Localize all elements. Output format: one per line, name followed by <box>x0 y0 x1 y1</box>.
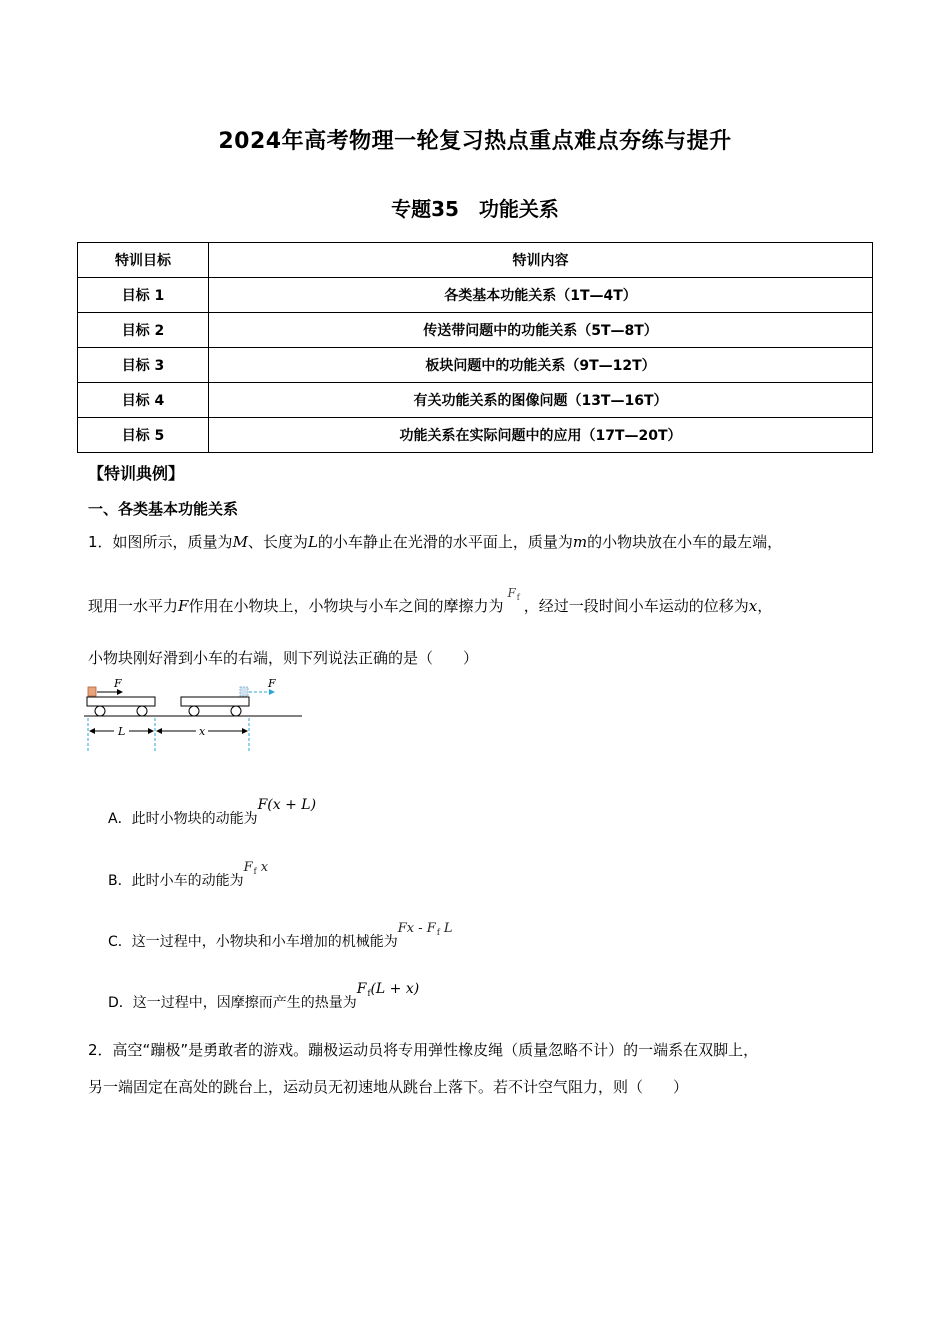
table-header-row <box>78 243 873 278</box>
option-c-formula: Fx - $F_f$ L <box>397 921 453 937</box>
document-title: 2024年高考物理一轮复习热点重点难点夯练与提升 <box>218 129 732 154</box>
subsection-heading: 一、各类基本功能关系 <box>88 500 239 518</box>
force-label-2: F <box>268 677 276 690</box>
table-cell-content: 有关功能关系的图像问题（13T—16T） <box>209 383 873 418</box>
question-2-line-1: 2．高空“蹦极”是勇敢者的游戏。蹦极运动员将专用弹性橡皮绳（质量忽略不计）的一端系在双脚上， <box>88 1041 759 1059</box>
option-b[interactable]: B．此时小车的动能为$F_f$ x <box>108 860 269 889</box>
table-cell-goal: 目标 1 <box>78 278 209 313</box>
option-a[interactable]: A．此时小物块的动能为F(x + L) <box>108 797 317 827</box>
table-cell-content: 各类基本功能关系（1T—4T） <box>209 278 873 313</box>
table-cell-content: 功能关系在实际问题中的应用（17T—20T） <box>209 418 873 453</box>
displacement-symbol: x <box>748 597 758 615</box>
mass-symbol: M <box>232 533 248 551</box>
small-mass-symbol: m <box>572 533 588 551</box>
training-plan-table <box>77 242 873 453</box>
block-initial <box>88 687 96 696</box>
table-row <box>78 383 873 418</box>
table-cell-goal: 目标 5 <box>78 418 209 453</box>
question-number: 1． <box>88 533 113 551</box>
table-row <box>78 278 873 313</box>
option-c[interactable]: C．这一过程中，小物块和小车增加的机械能为Fx - $F_f$ L <box>108 921 453 950</box>
question-1-line-1: 1．如图所示，质量为M、长度为L的小车静止在光滑的水平面上，质量为m的小物块放在小车的最左端， <box>88 533 783 551</box>
table-cell-goal: 目标 2 <box>78 313 209 348</box>
table-row <box>78 348 873 383</box>
cart-initial <box>87 697 155 716</box>
cart-diagram <box>84 676 306 754</box>
length-symbol: L <box>307 533 318 551</box>
question-number: 2． <box>88 1041 113 1059</box>
table-cell-content: 板块问题中的功能关系（9T—12T） <box>209 348 873 383</box>
force-symbol: F <box>178 597 189 615</box>
topic-title: 专题35 功能关系 <box>391 197 559 221</box>
table-cell-goal: 目标 3 <box>78 348 209 383</box>
force-label-1: F <box>114 677 122 690</box>
table-row <box>78 418 873 453</box>
length-label: L <box>118 725 126 738</box>
option-d-formula: $F_f(L + x)$ <box>356 981 420 998</box>
table-header-cell: 特训内容 <box>209 243 873 278</box>
block-final <box>240 687 248 696</box>
table-header-cell: 特训目标 <box>78 243 209 278</box>
displacement-label: x <box>199 725 206 738</box>
table-cell-content: 传送带问题中的功能关系（5T—8T） <box>209 313 873 348</box>
friction-symbol: Ff <box>507 586 520 602</box>
option-b-formula: $F_f$ x <box>243 860 269 876</box>
section-heading: 【特训典例】 <box>88 464 185 483</box>
option-d[interactable]: D．这一过程中，因摩擦而产生的热量为$F_f(L + x)$ <box>108 981 420 1011</box>
table-cell-goal: 目标 4 <box>78 383 209 418</box>
question-2-line-2: 另一端固定在高处的跳台上，运动员无初速地从跳台上落下。若不计空气阻力，则（ ） <box>88 1078 689 1096</box>
question-1-line-3: 小物块刚好滑到小车的右端，则下列说法正确的是（ ） <box>88 649 479 667</box>
question-1-line-2: 现用一水平力F作用在小物块上，小物块与小车之间的摩擦力为$^{F_f}$ ，经过一段时间小车运动的位移为x， <box>88 586 773 615</box>
table-row <box>78 313 873 348</box>
cart-final <box>181 697 249 716</box>
option-a-formula: F(x + L) <box>257 797 317 813</box>
